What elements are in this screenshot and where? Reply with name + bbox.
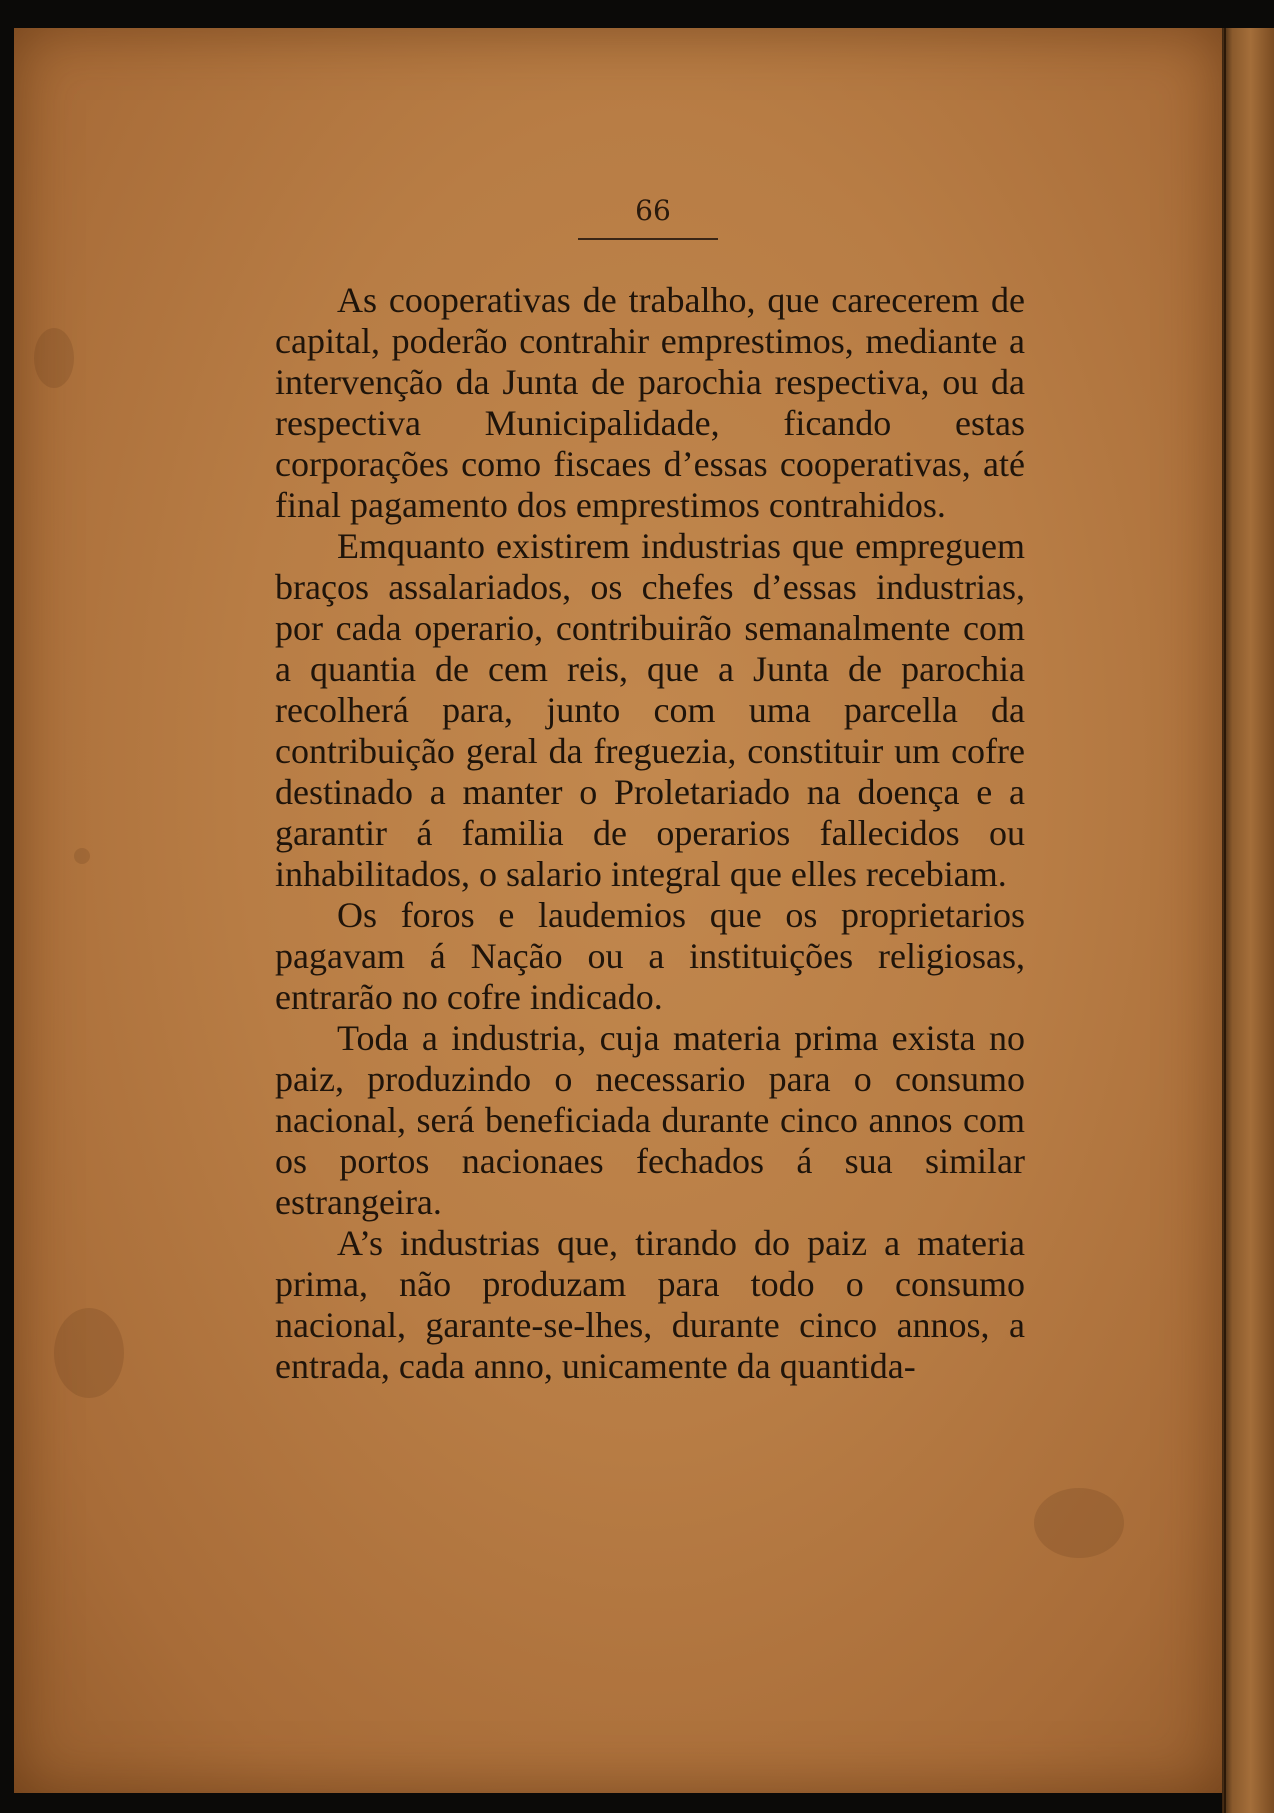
paper-stain <box>74 848 90 864</box>
paragraph-industrias-consumo: A’s industrias que, tirando do paiz a materia prima, não produzam para todo o consumo nacional, garante-se-lhes, durante cinco annos, a entrada, cada anno, unicamente da quantida- <box>275 1223 1025 1386</box>
paper-stain <box>1034 1488 1124 1558</box>
adjacent-page-edge <box>1222 28 1274 1813</box>
paragraph-industrias-assalariados: Emquanto existirem industrias que empreguem braços assalariados, os chefes d’essas industrias, por cada operario, contribuirão semanalmente com a quantia de cem reis, que a Junta de parochia recolherá para, junto com uma parcella da contribuição geral da freguezia, constituir um cofre destinado a manter o Proletariado na doença e a garantir á familia de operarios fallecidos ou inhabilitados, o salario integral que elles recebiam. <box>275 526 1025 894</box>
paragraph-foros-laudemios: Os foros e laudemios que os proprietarios pagavam á Nação ou a instituições religiosas, entrarão no cofre indicado. <box>275 895 1025 1017</box>
page-number: 66 <box>635 194 671 227</box>
paper-stain <box>54 1308 124 1398</box>
paper-stain <box>34 328 74 388</box>
body-text <box>275 280 1025 1387</box>
paragraph-materia-prima: Toda a industria, cuja materia prima exista no paiz, produzindo o necessario para o consumo nacional, será beneficiada durante cinco annos com os portos nacionaes fechados á sua similar estrangeira. <box>275 1018 1025 1222</box>
header-rule <box>578 238 718 240</box>
paragraph-cooperativas: As cooperativas de trabalho, que carecerem de capital, poderão contrahir emprestimos, mediante a intervenção da Junta de parochia respectiva, ou da respectiva Municipalidade, ficando estas corporações como fiscaes d’essas cooperativas, até final pagamento dos emprestimos contrahidos. <box>275 280 1025 525</box>
